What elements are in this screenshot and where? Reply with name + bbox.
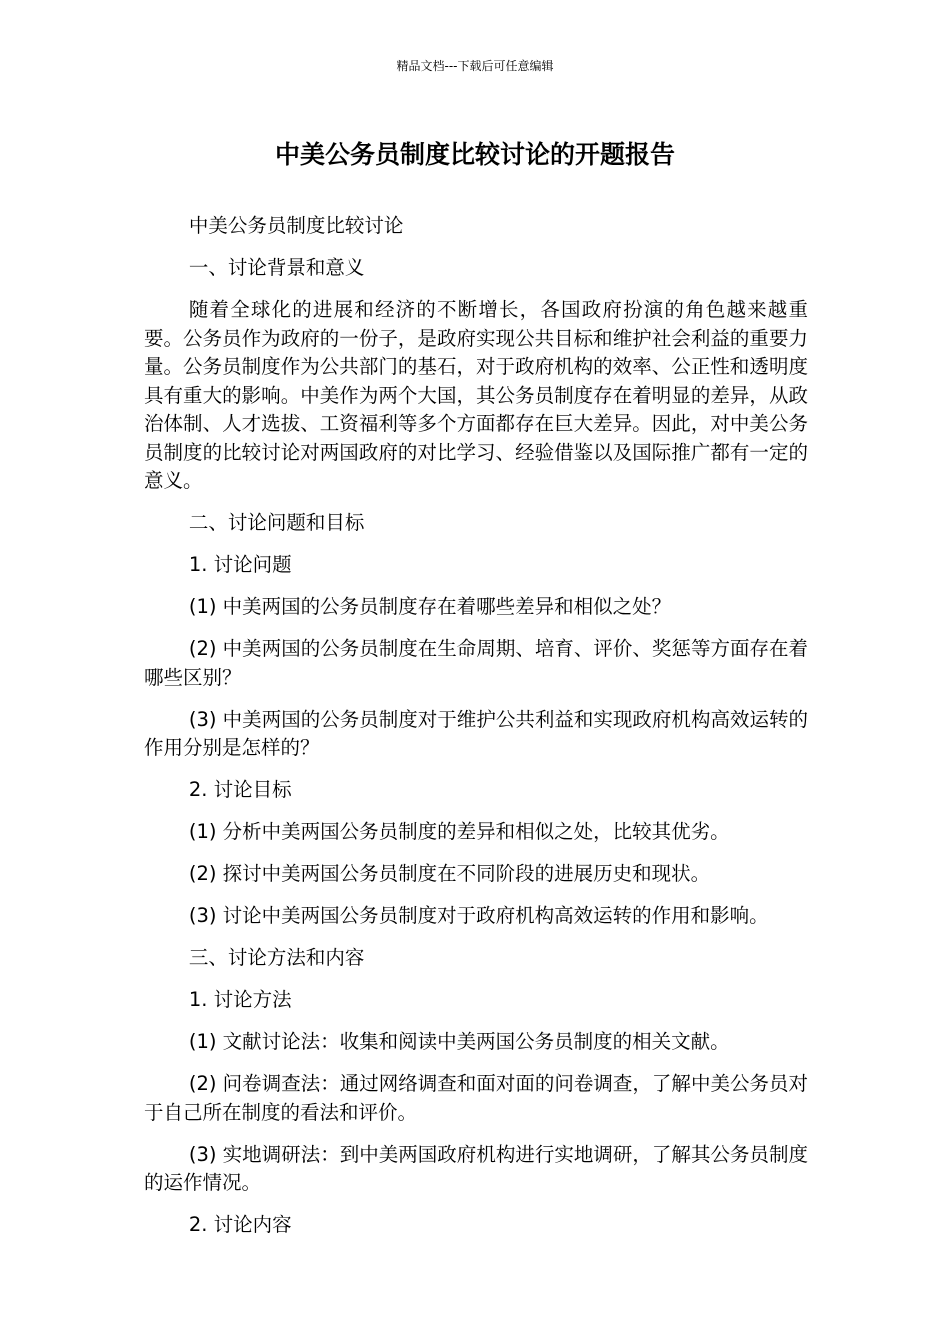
list-item: (1) 分析中美两国公务员制度的差异和相似之处，比较其优劣。	[188, 820, 730, 843]
list-item: (2) 中美两国的公务员制度在生命周期、培育、评价、奖惩等方面存在着哪些区别？	[144, 637, 808, 689]
list-item: (1) 中美两国的公务员制度存在着哪些差异和相似之处？	[188, 595, 672, 618]
subtitle-paragraph: 中美公务员制度比较讨论	[188, 214, 404, 237]
page-header: 精品文档---下载后可任意编辑	[396, 59, 554, 73]
section-heading-1: 一、讨论背景和意义	[188, 256, 365, 279]
subsection-heading: 2. 讨论内容	[188, 1213, 292, 1236]
subsection-heading: 2. 讨论目标	[188, 778, 292, 801]
section-heading-3: 三、讨论方法和内容	[188, 946, 365, 969]
list-item: (2) 探讨中美两国公务员制度在不同阶段的进展历史和现状。	[188, 862, 711, 885]
document-title: 中美公务员制度比较讨论的开题报告	[274, 140, 675, 169]
list-item: (1) 文献讨论法：收集和阅读中美两国公务员制度的相关文献。	[188, 1030, 730, 1053]
subsection-heading: 1. 讨论问题	[188, 553, 292, 576]
list-item: (3) 讨论中美两国公务员制度对于政府机构高效运转的作用和影响。	[188, 904, 769, 927]
body-paragraph: 随着全球化的进展和经济的不断增长，各国政府扮演的角色越来越重要。公务员作为政府的一份子，是政府实现公共目标和维护社会利益的重要力量。公务员制度作为公共部门的基石，对于政府机构的效率、公正性和透明度具有重大的影响。中美作为两个大国，其公务员制度存在着明显的差异，从政治体制、人才选拔、工资福利等多个方面都存在巨大差异。因此，对中美公务员制度的比较讨论对两国政府的对比学习、经验借鉴以及国际推广都有一定的意义。	[144, 298, 808, 492]
subsection-heading: 1. 讨论方法	[188, 988, 292, 1011]
list-item: (3) 实地调研法：到中美两国政府机构进行实地调研，了解其公务员制度的运作情况。	[144, 1142, 808, 1194]
section-heading-2: 二、讨论问题和目标	[188, 511, 365, 534]
list-item: (3) 中美两国的公务员制度对于维护公共利益和实现政府机构高效运转的作用分别是怎样的？	[144, 707, 808, 759]
document-body	[144, 212, 808, 1253]
list-item: (2) 问卷调查法：通过网络调查和面对面的问卷调查，了解中美公务员对于自己所在制度的看法和评价。	[144, 1072, 808, 1124]
